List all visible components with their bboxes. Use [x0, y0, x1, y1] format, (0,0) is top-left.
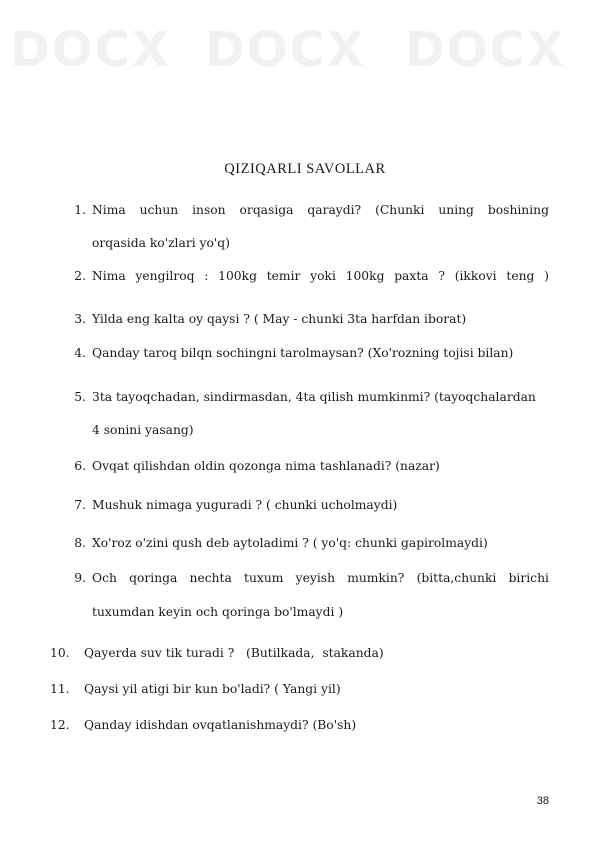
word: birichi: [508, 571, 549, 585]
item-text: 4 sonini yasang): [92, 423, 194, 437]
word: (ikkovi: [454, 269, 497, 283]
page-number: 38: [536, 795, 549, 807]
word: inson: [192, 203, 226, 217]
word: ): [544, 269, 549, 283]
watermark: DOCX: [405, 22, 566, 78]
word: qoringa: [129, 571, 178, 585]
word: qaraydi?: [307, 203, 362, 217]
word: :: [204, 269, 209, 283]
word: paxta: [394, 269, 429, 283]
item-number: 2.: [74, 269, 86, 283]
item-text: [92, 571, 549, 585]
item-text: Ovqat qilishdan oldin qozonga nima tashlanadi? (nazar): [92, 459, 440, 473]
item-number: 7.: [74, 498, 86, 512]
word: (Chunki: [375, 203, 425, 217]
word: mumkin?: [347, 571, 405, 585]
item-text: [92, 203, 549, 217]
word: Nima: [92, 269, 126, 283]
word: temir: [266, 269, 301, 283]
item-text: [92, 269, 549, 283]
word: Nima: [92, 203, 126, 217]
word: yoki: [310, 269, 336, 283]
word: orqasiga: [239, 203, 294, 217]
word: uning: [438, 203, 474, 217]
item-text: Qanday idishdan ovqatlanishmaydi? (Bo'sh): [84, 718, 357, 732]
word: (bitta,chunki: [416, 571, 497, 585]
item-number: 4.: [74, 346, 86, 360]
word: boshining: [487, 203, 549, 217]
page-title: QIZIQARLI SAVOLLAR: [224, 161, 386, 177]
word: yeyish: [295, 571, 335, 585]
item-number: 3.: [74, 312, 86, 326]
item-text: orqasida ko'zlari yo'q): [92, 236, 230, 250]
item-number: 6.: [74, 459, 86, 473]
item-text: Yilda eng kalta oy qaysi ? ( May - chunki 3ta harfdan iborat): [92, 312, 467, 326]
item-number: 8.: [74, 536, 86, 550]
watermark: DOCX: [10, 22, 171, 78]
word: tuxum: [244, 571, 284, 585]
word: teng: [506, 269, 535, 283]
item-text: Qayerda suv tik turadi ? (Butilkada, stakanda): [84, 646, 384, 660]
watermark: DOCX: [205, 22, 366, 78]
word: 100kg: [345, 269, 385, 283]
word: yengilroq: [135, 269, 195, 283]
word: uchun: [139, 203, 179, 217]
word: Och: [92, 571, 117, 585]
item-text: Xo'roz o'zini qush deb aytoladimi ? ( yo'q: chunki gapirolmaydi): [92, 536, 488, 550]
item-number: 11.: [50, 682, 70, 696]
item-text: Qanday taroq bilqn sochingni tarolmaysan? (Xo'rozning tojisi bilan): [92, 346, 514, 360]
word: 100kg: [218, 269, 257, 283]
item-number: 5.: [74, 390, 86, 404]
item-text: Qaysi yil atigi bir kun bo'ladi? ( Yangi yil): [84, 682, 341, 696]
item-number: 9.: [74, 571, 86, 585]
word: ?: [438, 269, 445, 283]
item-text: Mushuk nimaga yuguradi ? ( chunki ucholmaydi): [92, 498, 398, 512]
item-number: 10.: [50, 646, 70, 660]
item-number: 1.: [74, 203, 86, 217]
item-text: tuxumdan keyin och qoringa bo'lmaydi ): [92, 605, 344, 619]
item-text: 3ta tayoqchadan, sindirmasdan, 4ta qilish mumkinmi? (tayoqchalardan: [92, 390, 536, 404]
word: nechta: [189, 571, 232, 585]
item-number: 12.: [50, 718, 70, 732]
